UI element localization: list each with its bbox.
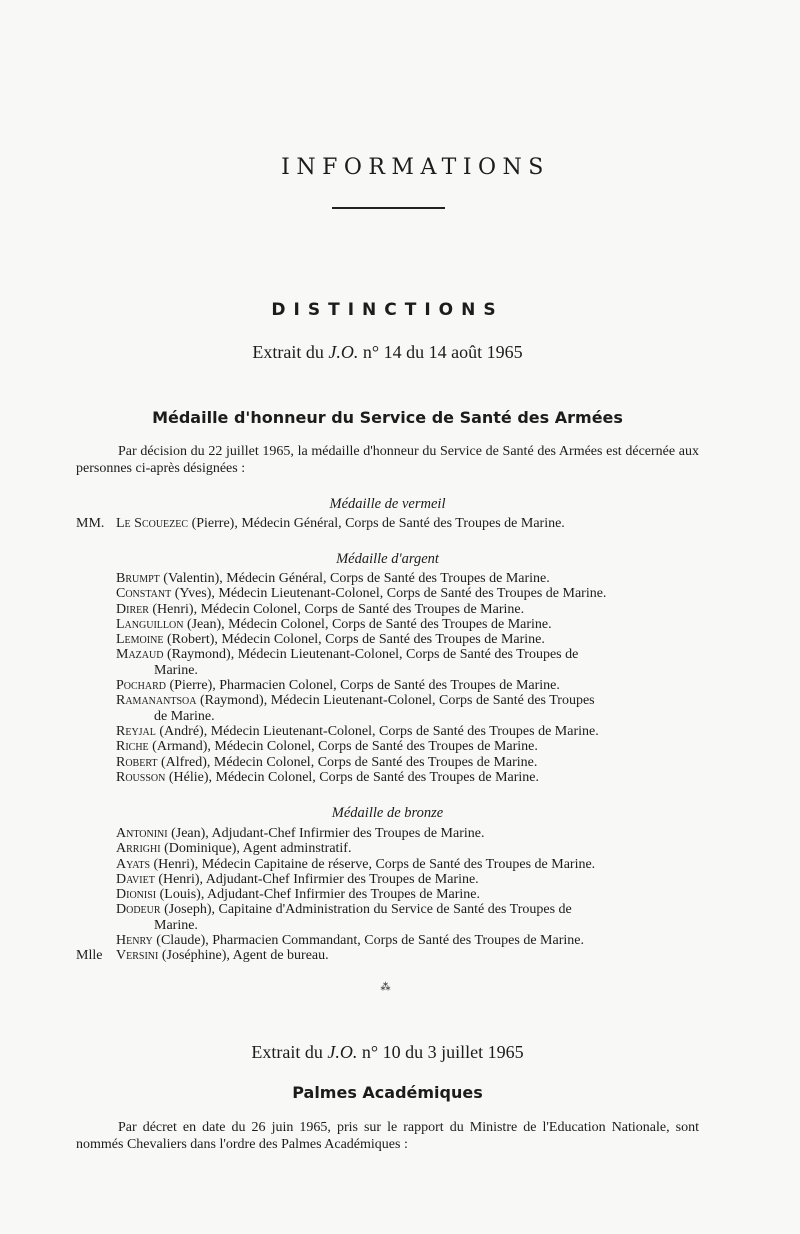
extract-line-jo-14 — [0, 342, 775, 363]
person-details-continuation: Marine. — [154, 917, 198, 933]
section-heading-distinctions: DISTINCTIONS — [271, 300, 504, 320]
list-bronze — [0, 826, 800, 964]
person-details: (Pierre), Médecin Général, Corps de Santé des Troupes de Marine. — [188, 516, 565, 531]
extract-line-jo-10 — [0, 1042, 775, 1063]
person-details-continuation: Marine. — [154, 662, 198, 678]
extract-prefix: Extrait du — [252, 342, 324, 362]
list-item — [0, 933, 699, 948]
list-item — [0, 826, 699, 841]
person-details-continuation: de Marine. — [154, 708, 215, 724]
list-item — [0, 739, 699, 754]
list-item — [0, 948, 699, 963]
person-surname: Ramanantsoa — [116, 693, 197, 709]
medal-type-vermeil: Médaille de vermeil — [329, 496, 446, 512]
person-details: (Dominique), Agent adminstratif. — [160, 841, 352, 857]
list-item — [0, 693, 699, 724]
honorific: Mlle — [76, 948, 103, 964]
list-item — [0, 770, 699, 785]
person-surname: Versini — [116, 948, 159, 964]
person-details: (Robert), Médecin Colonel, Corps de Santé des Troupes de Marine. — [163, 632, 545, 648]
person-surname: Dionisi — [116, 887, 157, 903]
list-item — [0, 602, 699, 617]
list-vermeil — [0, 516, 800, 531]
list-item — [0, 586, 699, 601]
palmes-intro: Par décret en date du 26 juin 1965, pris sur le rapport du Ministre de l'Education Nationale, sont nommés Chevaliers dans l'ordre des Palmes Académiques : — [76, 1120, 699, 1152]
person-details: (Valentin), Médecin Général, Corps de Santé des Troupes de Marine. — [159, 571, 550, 586]
person-surname: Arrighi — [116, 841, 161, 857]
list-item — [0, 887, 699, 902]
list-item — [0, 841, 699, 856]
page-title: INFORMATIONS — [281, 155, 550, 180]
person-surname: Daviet — [116, 871, 155, 887]
person-details: (Henri), Médecin Colonel, Corps de Santé des Troupes de Marine. — [148, 601, 525, 617]
honorific: MM. — [76, 516, 105, 531]
person-details: (André), Médecin Lieutenant-Colonel, Corps de Santé des Troupes de Marine. — [155, 723, 599, 739]
person-details: (Henri), Médecin Capitaine de réserve, Corps de Santé des Troupes de Marine. — [150, 856, 596, 872]
person-surname: Languillon — [116, 616, 184, 632]
list-item — [0, 632, 699, 647]
list-item — [0, 617, 699, 632]
person-details: (Claude), Pharmacien Commandant, Corps de Santé des Troupes de Marine. — [152, 933, 584, 949]
asterism-divider: ⁂ — [380, 982, 391, 993]
list-item — [0, 755, 699, 770]
list-item — [0, 516, 699, 531]
list-item — [0, 857, 699, 872]
list-item — [0, 724, 699, 739]
person-surname: Le Scouezec — [116, 516, 189, 531]
person-details: (Joséphine), Agent de bureau. — [158, 948, 329, 964]
medal-type-argent: Médaille d'argent — [336, 551, 439, 567]
person-surname: Henry — [116, 933, 153, 949]
person-details: (Raymond), Médecin Lieutenant-Colonel, Corps de Santé des Troupes — [196, 693, 595, 709]
person-details: (Armand), Médecin Colonel, Corps de Santé des Troupes de Marine. — [148, 739, 538, 755]
person-surname: Ayats — [116, 856, 151, 872]
person-details: (Henri), Adjudant-Chef Infirmier des Troupes de Marine. — [154, 871, 479, 887]
extract-jo: J.O. — [328, 342, 359, 362]
list-item — [0, 647, 699, 678]
person-details: (Hélie), Médecin Colonel, Corps de Santé des Troupes de Marine. — [165, 769, 540, 785]
person-surname: Lemoine — [116, 632, 164, 648]
list-item — [0, 872, 699, 887]
palmes-heading: Palmes Académiques — [292, 1083, 483, 1102]
person-surname: Reyjal — [116, 723, 156, 739]
person-details: (Jean), Adjudant-Chef Infirmier des Troupes de Marine. — [167, 826, 485, 841]
extract-suffix: n° 10 du 3 juillet 1965 — [361, 1042, 524, 1062]
person-surname: Brumpt — [116, 571, 160, 586]
person-details: (Joseph), Capitaine d'Administration du Service de Santé des Troupes de — [160, 902, 572, 918]
title-divider — [332, 207, 445, 209]
person-surname: Robert — [116, 754, 158, 770]
person-surname: Antonini — [116, 826, 168, 841]
person-surname: Dodeur — [116, 902, 161, 918]
list-item — [0, 571, 699, 586]
distinctions-intro: Par décision du 22 juillet 1965, la médaille d'honneur du Service de Santé des Armées est décernée aux personnes ci-après désignées : — [76, 444, 699, 476]
extract-jo: J.O. — [327, 1042, 358, 1062]
person-details: (Louis), Adjudant-Chef Infirmier des Troupes de Marine. — [156, 887, 480, 903]
list-item — [0, 678, 699, 693]
extract-prefix: Extrait du — [251, 1042, 323, 1062]
person-surname: Constant — [116, 586, 172, 602]
person-details: (Alfred), Médecin Colonel, Corps de Santé des Troupes de Marine. — [157, 754, 538, 770]
person-details: (Raymond), Médecin Lieutenant-Colonel, Corps de Santé des Troupes de — [163, 647, 579, 663]
person-surname: Riche — [116, 739, 149, 755]
list-item — [0, 902, 699, 933]
person-details: (Yves), Médecin Lieutenant-Colonel, Corps de Santé des Troupes de Marine. — [171, 586, 607, 602]
person-details: (Jean), Médecin Colonel, Corps de Santé des Troupes de Marine. — [183, 616, 552, 632]
medal-type-bronze: Médaille de bronze — [331, 805, 444, 821]
list-argent — [0, 571, 800, 785]
person-details: (Pierre), Pharmacien Colonel, Corps de Santé des Troupes de Marine. — [166, 678, 560, 694]
person-surname: Pochard — [116, 678, 167, 694]
person-surname: Mazaud — [116, 647, 164, 663]
extract-suffix: n° 14 du 14 août 1965 — [362, 342, 523, 362]
person-surname: Direr — [116, 601, 149, 617]
person-surname: Rousson — [116, 769, 166, 785]
medal-heading: Médaille d'honneur du Service de Santé des Armées — [152, 408, 623, 427]
